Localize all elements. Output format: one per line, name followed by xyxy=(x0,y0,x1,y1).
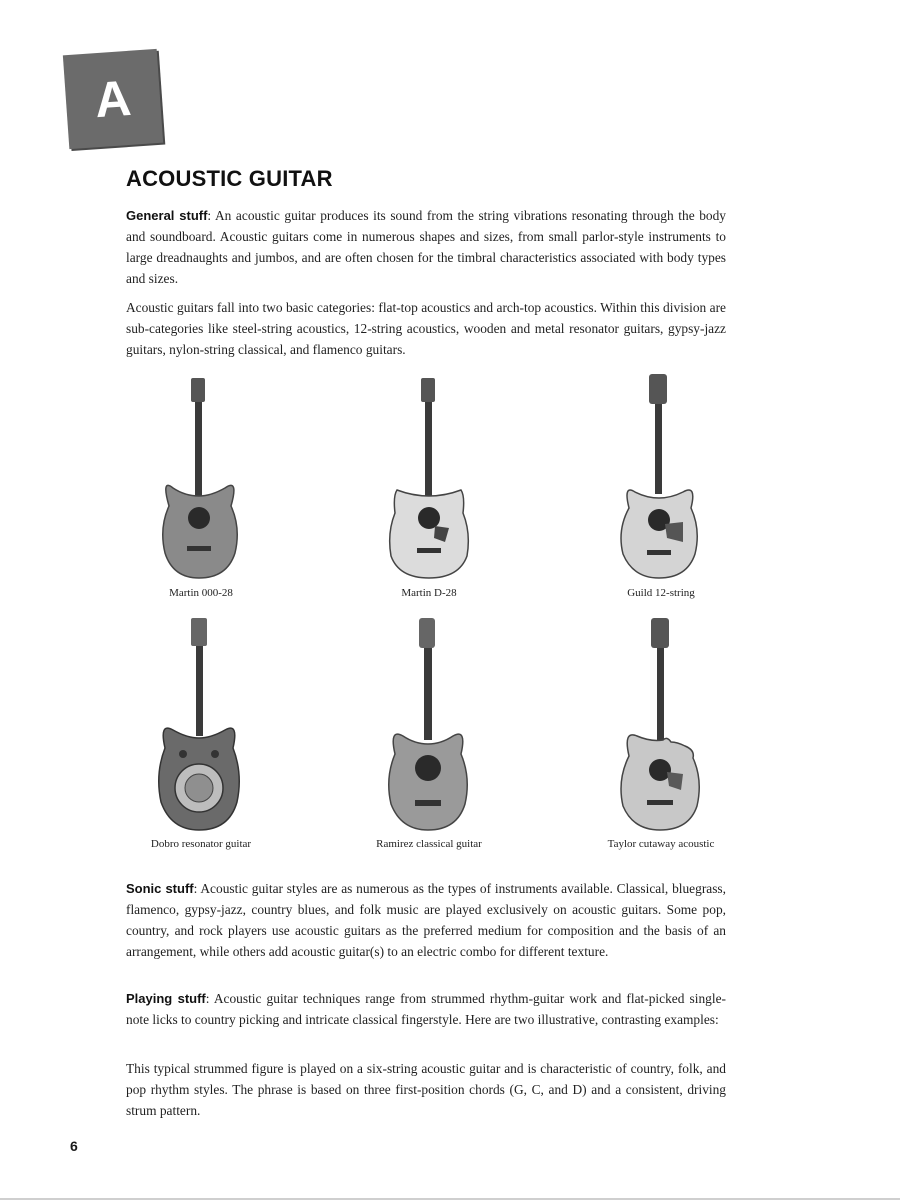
guitar-gallery xyxy=(126,368,736,868)
general-text: : An acoustic guitar produces its sound from the string vibrations resonating through the body and soundboard. Acoustic guitars come in numerous shapes and sizes, from small parlor-style instruments to large dreadnaughts and jumbos, and are often chosen for the timbral characteristics associated with body types and sizes. xyxy=(126,208,726,286)
ramirez-classical-image xyxy=(379,618,479,834)
strum-paragraph: This typical strummed figure is played on a six-string acoustic guitar and is characteristic of country, folk, and pop rhythm styles. The phrase is based on three first-position chords (G, C, and D) and a consistent, driving strum pattern. xyxy=(126,1061,726,1118)
sonic-text: : Acoustic guitar styles are as numerous as the types of instruments available. Classical, bluegrass, flamenco, gypsy-jazz, country blues, and folk music are played exclusively on acoustic guitars. Some pop, country, and rock players use acoustic guitars as the preferred medium for composition and the basis of an arrangement, while others add acoustic guitar(s) to an electric combo for different texture. xyxy=(126,881,726,959)
general-paragraph xyxy=(126,205,726,289)
guitar-dobro-resonator xyxy=(126,618,276,851)
playing-paragraph xyxy=(126,988,726,1030)
guitar-caption: Dobro resonator guitar xyxy=(150,838,252,850)
section-letter-tab xyxy=(63,49,163,149)
categories-paragraph: Acoustic guitars fall into two basic categories: flat-top acoustics and arch-top acoustics. Within this division are sub-categories like steel-string acoustics, 12-string acoustics, wooden and metal resonator guitars, gypsy-jazz guitars, nylon-string classical, and flamenco guitars. xyxy=(126,300,726,357)
guitar-caption: Taylor cutaway acoustic xyxy=(607,838,715,850)
page-number: 6 xyxy=(70,1138,78,1154)
playing-lead: Playing stuff xyxy=(126,991,206,1006)
playing-text: : Acoustic guitar techniques range from strummed rhythm-guitar work and flat-picked single-note licks to country picking and intricate classical fingerstyle. Here are two illustrative, contrasting examples: xyxy=(126,991,726,1027)
guitar-caption: Martin D-28 xyxy=(401,587,457,599)
martin-000-28-image xyxy=(151,378,251,583)
sonic-lead: Sonic stuff xyxy=(126,881,194,896)
martin-d-28-image xyxy=(379,378,479,583)
guitar-caption: Martin 000-28 xyxy=(169,587,233,599)
guitar-taylor-cutaway xyxy=(586,618,736,851)
guitar-caption: Ramirez classical guitar xyxy=(376,838,482,850)
guild-12-string-image xyxy=(611,374,711,583)
guitar-guild-12-string xyxy=(586,374,736,600)
section-letter: A xyxy=(93,69,133,129)
page-title: ACOUSTIC GUITAR xyxy=(126,166,333,191)
guitar-martin-d-28 xyxy=(354,378,504,600)
sonic-paragraph xyxy=(126,878,726,962)
dobro-resonator-image xyxy=(151,618,251,834)
taylor-cutaway-image xyxy=(611,618,711,834)
guitar-caption: Guild 12-string xyxy=(627,587,695,599)
guitar-ramirez-classical xyxy=(354,618,504,851)
guitar-martin-000-28 xyxy=(126,378,276,600)
general-lead: General stuff xyxy=(126,208,208,223)
